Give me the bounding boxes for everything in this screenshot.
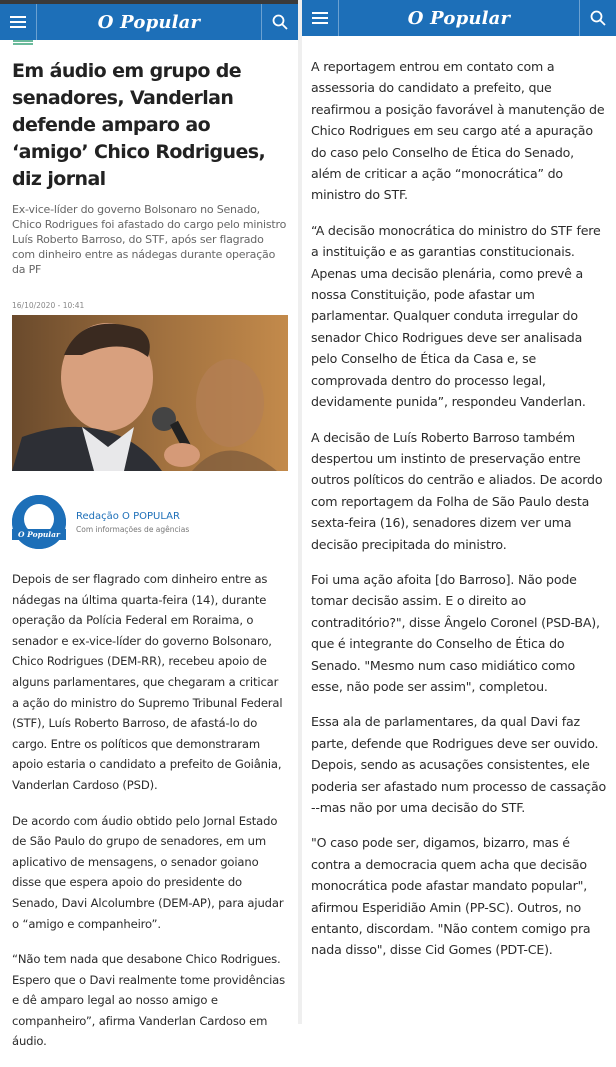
hamburger-menu-icon[interactable] [0, 4, 36, 40]
article-main [12, 58, 288, 1067]
section-marker-icon [12, 40, 34, 46]
article-body-left [12, 569, 288, 1052]
article-photo[interactable] [12, 315, 288, 471]
article-body-right [311, 56, 608, 975]
site-logo[interactable]: O Popular [97, 11, 201, 33]
avatar-logo-text: O Popular [18, 530, 60, 539]
right-screen [302, 0, 616, 1024]
body-paragraph: Essa ala de parlamentares, da qual Davi faz parte, defende que Rodrigues deve ser ouvido. Depois, sendo as acusações consistentes, ele poderia ser afastado num processo de cassação --mas não por uma decisão do STF. [311, 714, 607, 815]
author-note: Com informações de agências [76, 524, 190, 534]
body-paragraph: “A decisão monocrática do ministro do STF fere a instituição e as garantias constitucionais. Apenas uma decisão plenária, como prevê a nossa Constituição, pode afastar um parlamentar. Qualquer conduta irregular do senador Chico Rodrigues deve ser analisada pelo Conselho de Ética da Casa e, se comprovada dentro do processo legal, devidamente punida”, respondeu Vanderlan. [311, 222, 601, 410]
search-icon[interactable] [580, 0, 616, 36]
body-paragraph: Foi uma ação afoita [do Barroso]. Não pode tomar decisão assim. E o direito ao contraditório?", disse Ângelo Coronel (PSD-BA), que é integrante do Conselho de Ética do Senado. "Mesmo num caso midiático como esse, não pode ser assim", completou. [311, 571, 600, 694]
site-logo[interactable]: O Popular [407, 7, 511, 29]
article-title: Em áudio em grupo de senadores, Vanderlan defende amparo ao ‘amigo’ Chico Rodrigues, diz jornal [12, 60, 266, 190]
article-date: 16/10/2020 - 10:41 [12, 301, 85, 310]
body-paragraph: A reportagem entrou em contato com a assessoria do candidato a prefeito, que reafirmou a posição favorável à manutenção de Chico Rodrigues em seu cargo até a apuração do caso pelo Conselho de Ética do Senado, além de criticar a ação “monocrática” do ministro do STF. [311, 59, 605, 203]
body-paragraph: “Não tem nada que desabone Chico Rodrigues. Espero que o Davi realmente tome providências e dê amparo legal ao nosso amigo e companheiro”, afirma Vanderlan Cardoso em áudio. [12, 952, 285, 1049]
body-paragraph: Depois de ser flagrado com dinheiro entre as nádegas na última quarta-feira (14), durante operação da Polícia Federal em Roraima, o senador e ex-vice-líder do governo Bolsonaro, Chico Rodrigues (DEM-RR), recebeu apoio de alguns parlamentares, que chegaram a criticar a ação do ministro do Supremo Tribunal Federal (STF), Luís Roberto Barroso, de afastá-lo do cargo. Entre os políticos que demonstraram apoio estaria o candidato a prefeito de Goiânia, Vanderlan Cardoso (PSD). [12, 572, 283, 792]
search-icon[interactable] [262, 4, 298, 40]
top-navigation-bar [0, 4, 298, 40]
author-name[interactable]: Redação O POPULAR [76, 510, 180, 522]
body-paragraph: De acordo com áudio obtido pelo Jornal Estado de São Paulo do grupo de senadores, em um aplicativo de mensagens, o senador goiano disse que espera apoio do presidente do Senado, Davi Alcolumbre (DEM-AP), para ajudar o “amigo e companheiro”. [12, 813, 284, 931]
author-block [12, 495, 288, 549]
left-screen [0, 0, 298, 1049]
hamburger-menu-icon[interactable] [302, 0, 338, 36]
top-navigation-bar [302, 0, 616, 36]
body-paragraph: "O caso pode ser, digamos, bizarro, mas é contra a democracia quem acha que decisão monocrática pode afastar mandato popular", afirmou Esperidião Amin (PP-SC). Outros, no entanto, discordam. "Não contem comigo pra nada disso", disse Cid Gomes (PDT-CE). [311, 835, 591, 958]
article-subtitle: Ex-vice-líder do governo Bolsonaro no Senado, Chico Rodrigues foi afastado do cargo pelo ministro Luís Roberto Barroso, do STF, após ser flagrado com dinheiro entre as nádegas durante operação da PF [12, 203, 287, 276]
author-avatar[interactable] [12, 495, 66, 549]
body-paragraph: A decisão de Luís Roberto Barroso também despertou um instinto de preservação entre outros políticos do centrão e aliados. De acordo com reportagem da Folha de São Paulo desta sexta-feira (16), senadores dizem ver uma decisão precipitada do ministro. [311, 429, 603, 552]
